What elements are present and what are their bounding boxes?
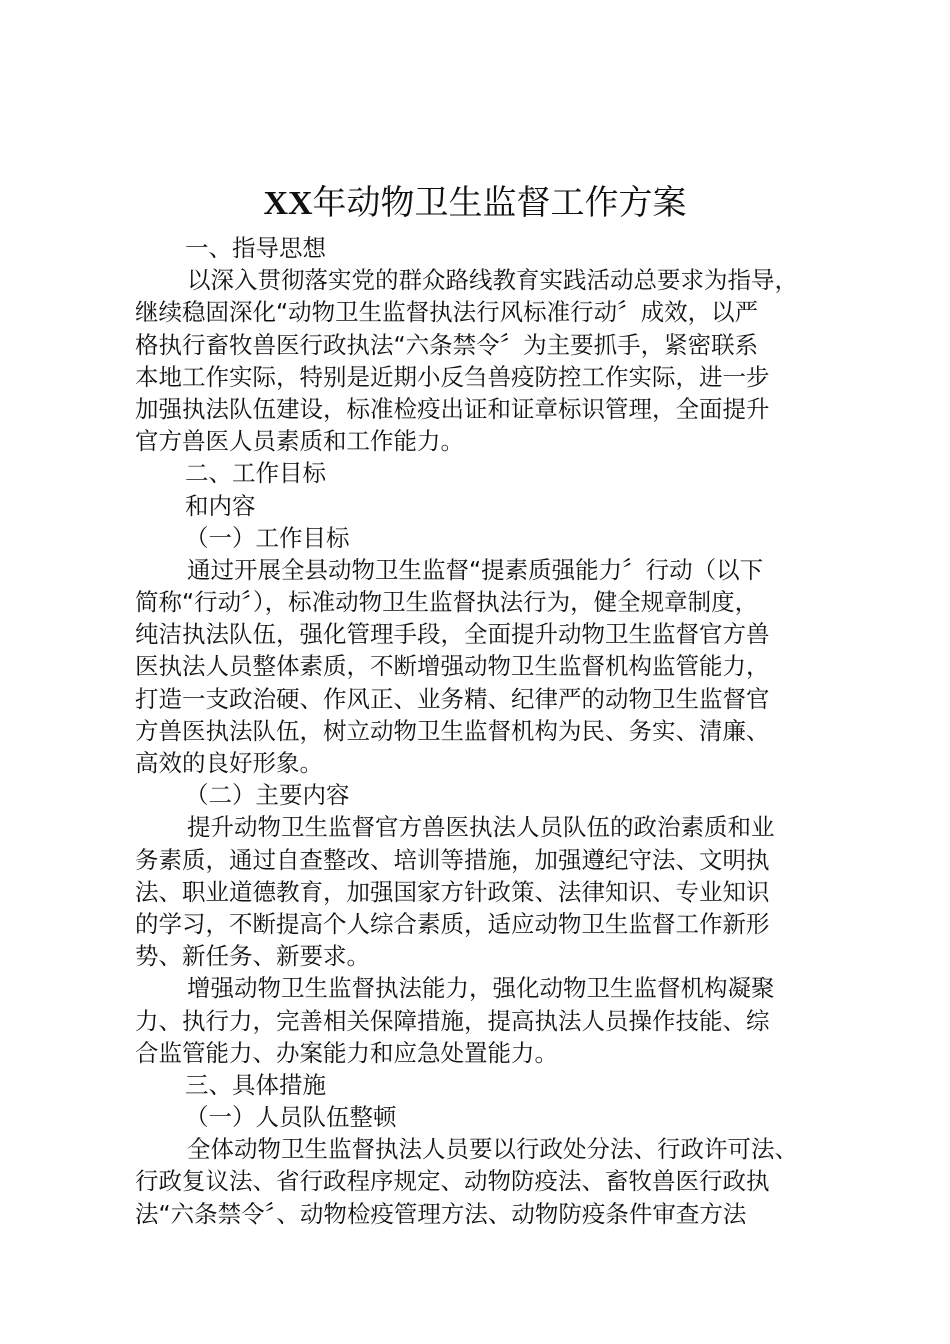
paragraph-line: 的学习，不断提高个人综合素质，适应动物卫生监督工作新形 <box>135 909 770 938</box>
paragraph-line: 纯洁执法队伍，强化管理手段，全面提升动物卫生监督官方兽 <box>135 620 770 649</box>
paragraph-line: 简称“行动〞），标准动物卫生监督执法行为，健全规章制度， <box>135 588 759 617</box>
paragraph-line: 以深入贯彻落实党的群众路线教育实践活动总要求为指导， <box>187 266 798 295</box>
paragraph-line: 合监管能力、办案能力和应急处置能力。 <box>135 1038 558 1067</box>
paragraph-line: 法“六条禁令〞、动物检疫管理方法、动物防疫条件审查方法 <box>135 1199 747 1228</box>
paragraph-line: 格执行畜牧兽医行政执法“六条禁令〞为主要抓手，紧密联系 <box>135 330 759 359</box>
paragraph-line: 通过开展全县动物卫生监督“提素质强能力〞行动（以下 <box>187 555 764 584</box>
paragraph-line: 行政复议法、省行政程序规定、动物防疫法、畜牧兽医行政执 <box>135 1167 770 1196</box>
paragraph-line: 本地工作实际，特别是近期小反刍兽疫防控工作实际，进一步 <box>135 362 770 391</box>
paragraph-line: 提升动物卫生监督官方兽医执法人员队伍的政治素质和业 <box>187 813 775 842</box>
paragraph-line: 加强执法队伍建设，标准检疫出证和证章标识管理，全面提升 <box>135 394 770 423</box>
section-heading-2: 二、工作目标 <box>185 459 326 488</box>
document-title <box>0 178 950 229</box>
paragraph-line: 方兽医执法队伍，树立动物卫生监督机构为民、务实、清廉、 <box>135 716 770 745</box>
subsection-heading: （一）工作目标 <box>185 523 350 552</box>
section-heading-2-cont: 和内容 <box>185 491 256 520</box>
paragraph-line: 打造一支政治硬、作风正、业务精、纪律严的动物卫生监督官 <box>135 684 770 713</box>
paragraph-line: 法、职业道德教育，加强国家方针政策、法律知识、专业知识 <box>135 877 770 906</box>
paragraph-line: 增强动物卫生监督执法能力，强化动物卫生监督机构凝聚 <box>187 974 775 1003</box>
title-text: 年动物卫生监督工作方案 <box>312 183 687 223</box>
section-heading-3: 三、具体措施 <box>185 1070 326 1099</box>
subsection-heading: （一）人员队伍整顿 <box>185 1103 397 1132</box>
title-prefix: XX <box>263 185 313 222</box>
section-heading-1: 一、指导思想 <box>185 234 326 262</box>
document-body <box>135 232 835 1230</box>
paragraph-line: 务素质，通过自查整改、培训等措施，加强遵纪守法、文明执 <box>135 845 770 874</box>
paragraph-line: 势、新任务、新要求。 <box>135 942 370 971</box>
paragraph-line: 力、执行力，完善相关保障措施，提高执法人员操作技能、综 <box>135 1006 770 1035</box>
paragraph-line: 继续稳固深化“动物卫生监督执法行风标准行动〞成效，以严 <box>135 298 759 327</box>
paragraph-line: 高效的良好形象。 <box>135 749 323 777</box>
paragraph-line: 全体动物卫生监督执法人员要以行政处分法、行政许可法、 <box>187 1135 798 1164</box>
paragraph-line: 医执法人员整体素质，不断增强动物卫生监督机构监管能力， <box>135 652 770 681</box>
subsection-heading: （二）主要内容 <box>185 781 350 810</box>
paragraph-line: 官方兽医人员素质和工作能力。 <box>135 427 464 456</box>
